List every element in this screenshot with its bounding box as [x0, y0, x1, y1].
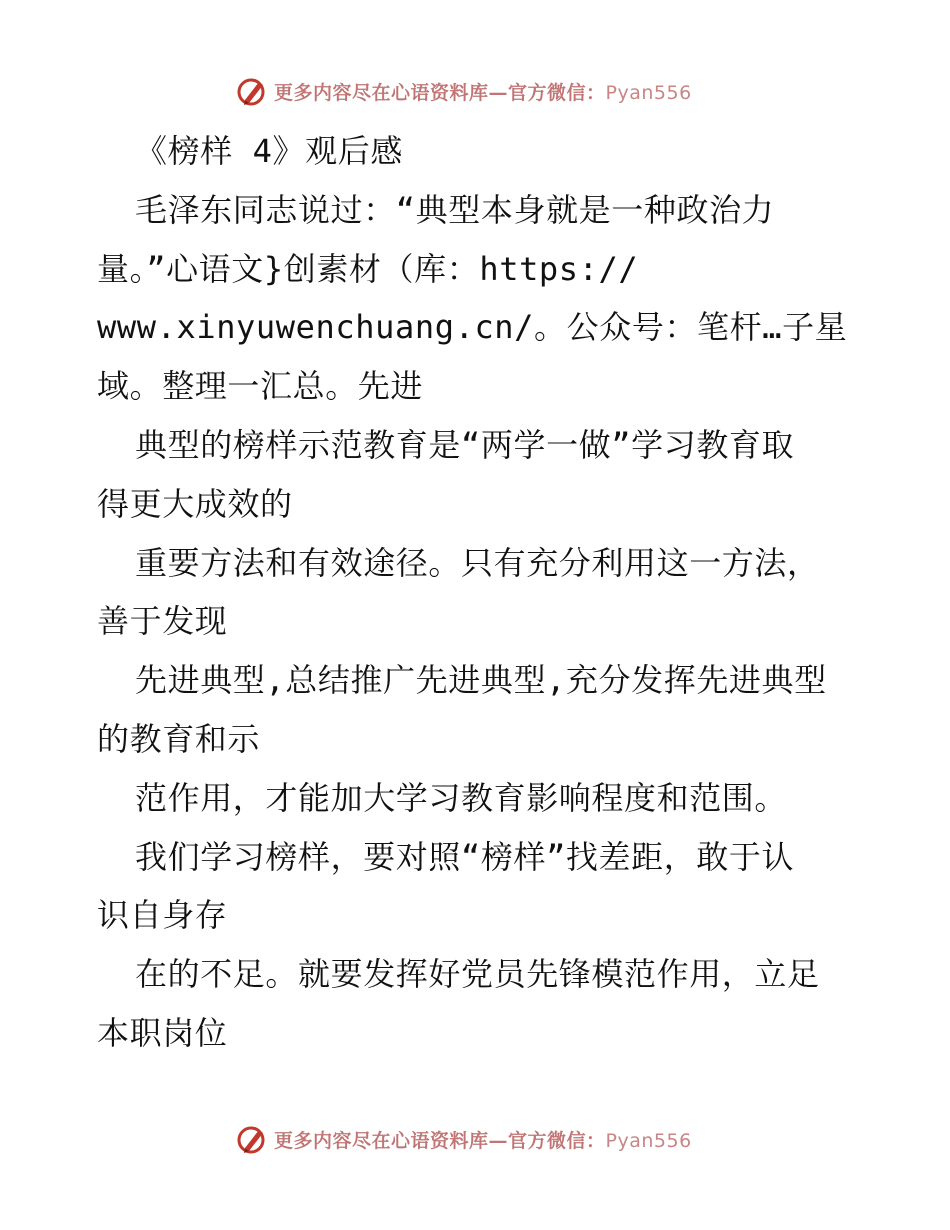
wechat-account: Pyan556	[605, 81, 692, 104]
header-banner	[236, 74, 692, 108]
text-line: 毛泽东同志说过：“典型本身就是一种政治力	[135, 190, 775, 229]
wechat-account: Pyan556	[605, 1129, 692, 1152]
text-line: 在的不足。就要发挥好党员先锋模范作用，立足	[135, 955, 820, 994]
text-line: 先进典型,总结推广先进典型,充分发挥先进典型	[135, 661, 827, 700]
text-line: 范作用，才能加大学习教育影响程度和范围。	[135, 778, 788, 817]
text-line: 量。”心语文}创素材（库：https://	[97, 249, 639, 288]
text-line: 识自身存	[97, 896, 228, 935]
document-body	[97, 122, 857, 1063]
banner-text: 更多内容尽在心语资料库—官方微信：Pyan556	[274, 81, 692, 104]
pen-circle-logo-icon	[236, 75, 268, 107]
document-title: 《榜样 4》观后感	[135, 132, 403, 170]
text-line: 典型的榜样示范教育是“两学一做”学习教育取	[135, 425, 795, 464]
text-line: 我们学习榜样，要对照“榜样”找差距，敢于认	[135, 837, 795, 876]
text-line: 得更大成效的	[97, 484, 293, 523]
text-line: 善于发现	[97, 602, 228, 641]
banner-text: 更多内容尽在心语资料库—官方微信：Pyan556	[274, 1129, 692, 1152]
footer-banner	[236, 1122, 692, 1156]
text-line: 的教育和示	[97, 719, 261, 758]
text-line: 本职岗位	[97, 1013, 228, 1052]
pen-circle-logo-icon	[236, 1123, 268, 1155]
text-line: 域。整理一汇总。先进	[97, 367, 424, 406]
text-line: 重要方法和有效途径。只有充分利用这一方法，	[135, 543, 820, 582]
text-line: www.xinyuwenchuang.cn/。公众号：笔杆…子星	[97, 308, 848, 347]
